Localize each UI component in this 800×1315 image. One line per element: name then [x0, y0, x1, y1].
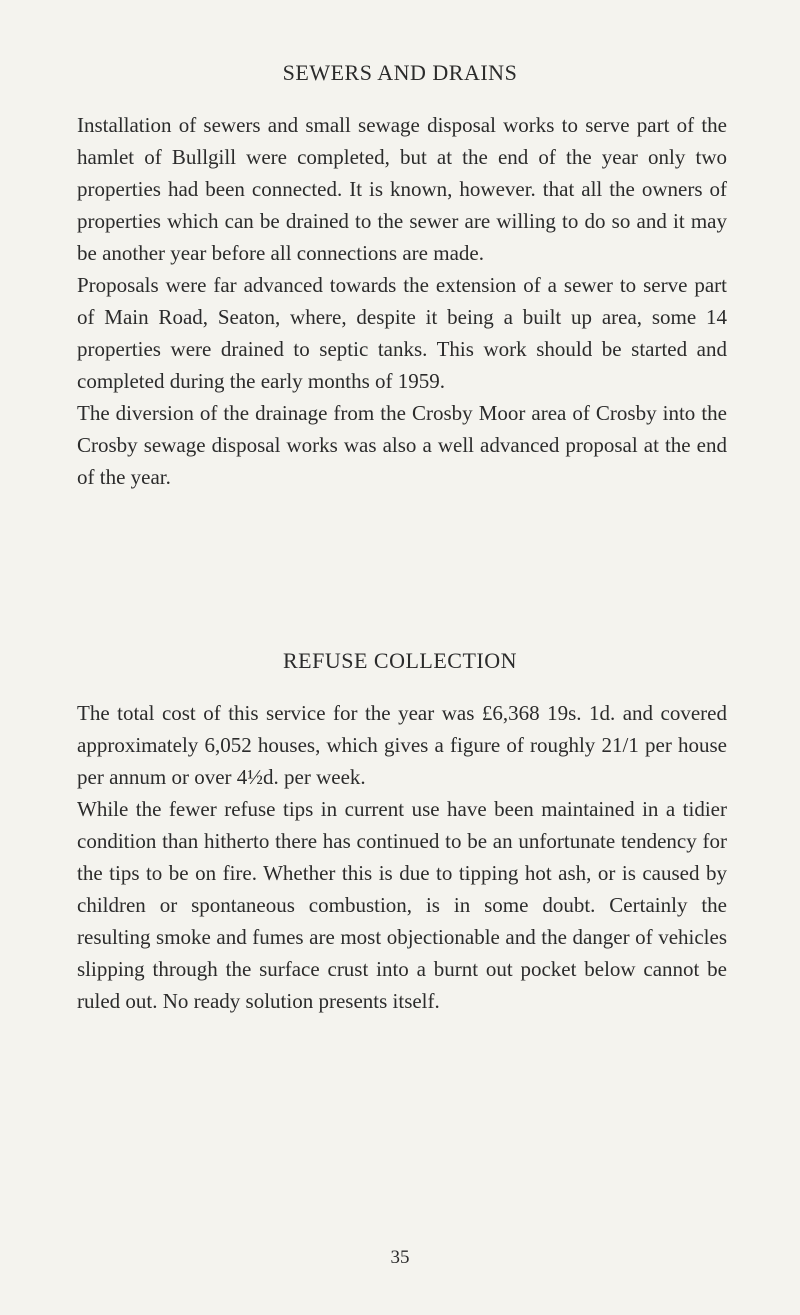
section-heading-sewers-and-drains: SEWERS AND DRAINS: [282, 60, 518, 85]
paragraph-main-road-seaton: Proposals were far advanced towards the extension of a sewer to serve part of Main Road, Seaton, where, despite it being a built up area, some 14 properties were drained to septic tanks. This work should be started and completed during the early months of 1959.: [77, 273, 727, 393]
paragraph-bullgill-sewers: Installation of sewers and small sewage disposal works to serve part of the hamlet of Bullgill were completed, but at the end of the year only two properties had been connected. It is known, however. that all the owners of properties which can be drained to the sewer are willing to do so and it may be another year before all connections are made.: [77, 113, 727, 265]
paragraph-refuse-tips: While the fewer refuse tips in current use have been maintained in a tidier condition than hitherto there has continued to be an unfortunate tendency for the tips to be on fire. Whether this is due to tipping hot ash, or is caused by children or spontaneous combustion, is in some doubt. Certainly the resulting smoke and fumes are most objectionable and the danger of vehicles slipping through the surface crust into a burnt out pocket below cannot be ruled out. No ready solution presents itself.: [77, 797, 727, 1013]
page-number: 35: [390, 1247, 410, 1268]
section-heading-refuse-collection: REFUSE COLLECTION: [283, 648, 517, 673]
paragraph-refuse-cost: The total cost of this service for the year was £6,368 19s. 1d. and covered approximately 6,052 houses, which gives a figure of roughly 21/1 per house per annum or over 4½d. per week.: [77, 701, 727, 789]
paragraph-crosby-moor: The diversion of the drainage from the Crosby Moor area of Crosby into the Crosby sewage disposal works was also a well advanced proposal at the end of the year.: [77, 401, 727, 489]
